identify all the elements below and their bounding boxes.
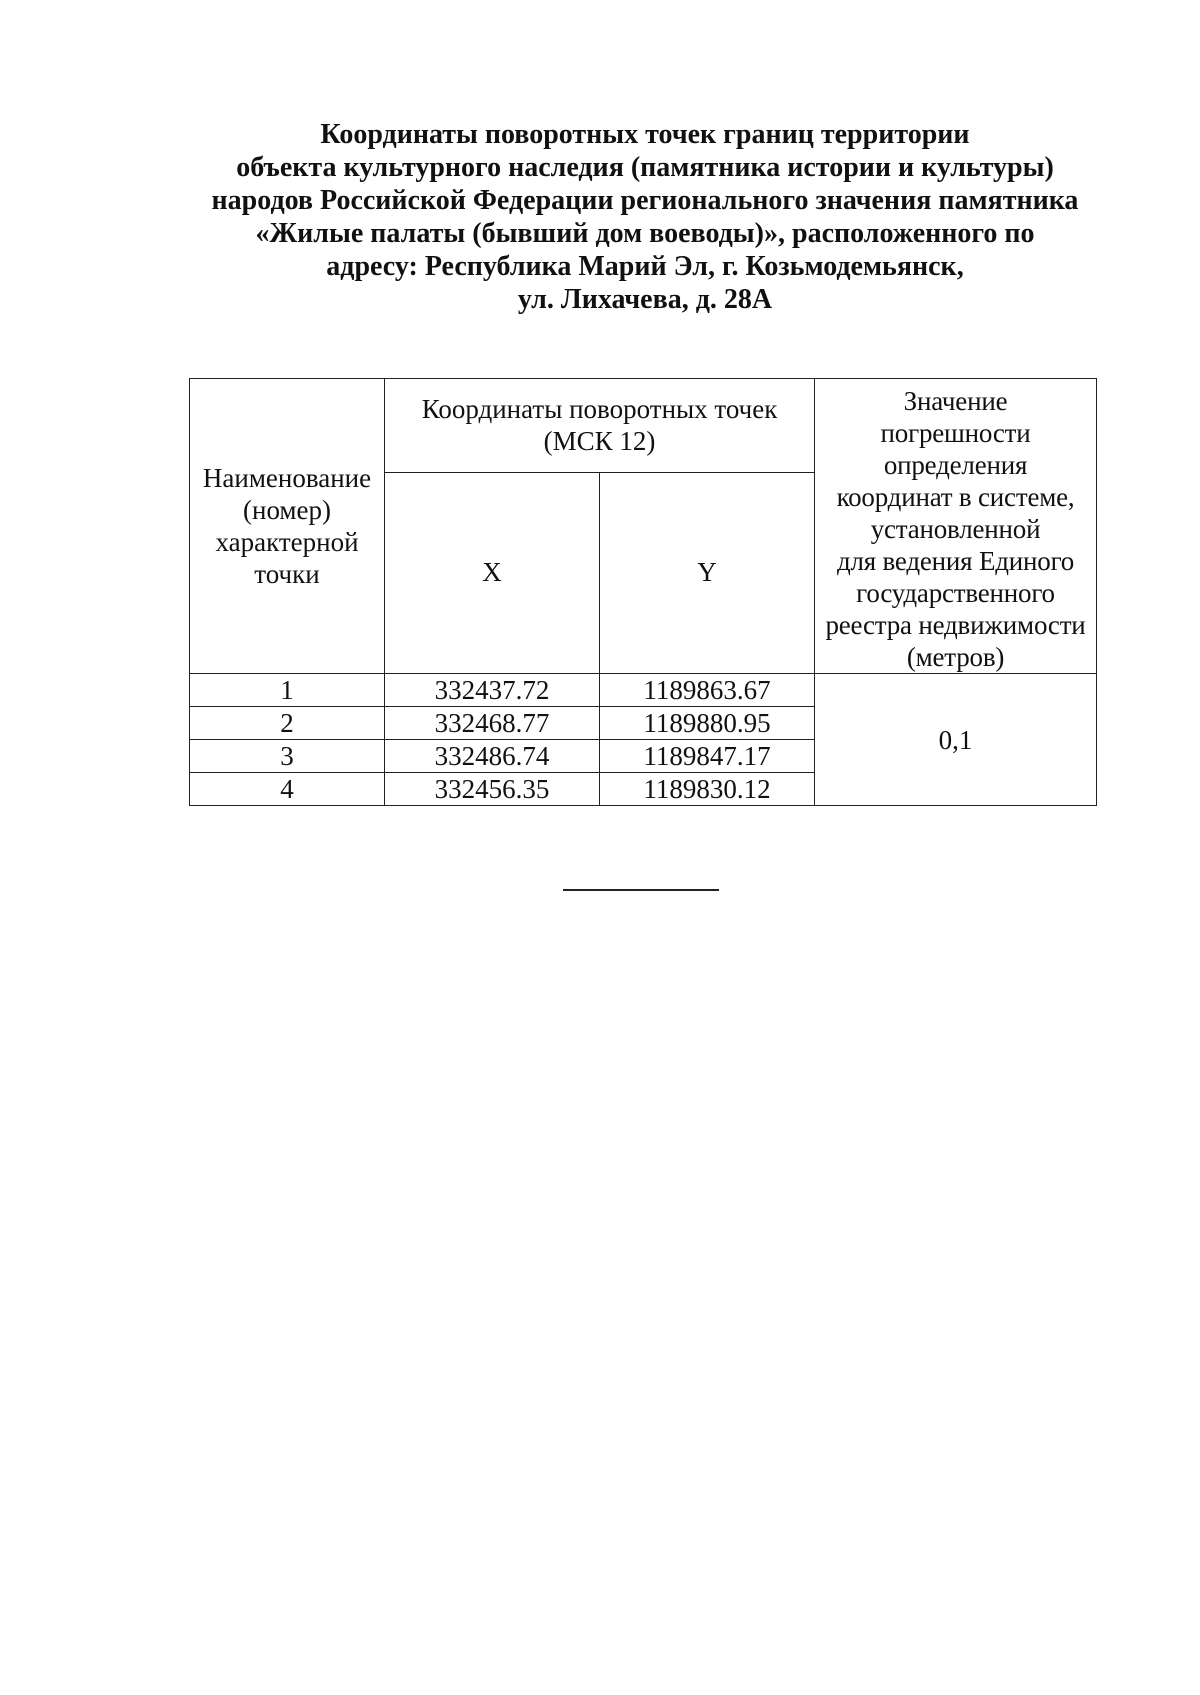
point-x: 332486.74 bbox=[385, 740, 600, 773]
point-x: 332456.35 bbox=[385, 773, 600, 806]
title-line-4: «Жилые палаты (бывший дом воеводы)», расположенного по bbox=[255, 218, 1035, 249]
header-y: Y bbox=[600, 472, 815, 673]
error-value: 0,1 bbox=[815, 674, 1097, 806]
point-number: 1 bbox=[190, 674, 385, 707]
header-coordinates: Координаты поворотных точек (МСК 12) bbox=[385, 379, 815, 473]
point-y: 1189880.95 bbox=[600, 707, 815, 740]
end-divider-line bbox=[563, 889, 719, 891]
document-title bbox=[150, 118, 1140, 316]
coordinates-table bbox=[189, 378, 1097, 806]
header-x: X bbox=[385, 472, 600, 673]
title-line-1: Координаты поворотных точек границ территории bbox=[320, 119, 970, 150]
point-y: 1189863.67 bbox=[600, 674, 815, 707]
title-line-6: ул. Лихачева, д. 28А bbox=[517, 284, 773, 315]
table-row bbox=[190, 674, 1097, 707]
point-x: 332468.77 bbox=[385, 707, 600, 740]
point-number: 4 bbox=[190, 773, 385, 806]
point-number: 2 bbox=[190, 707, 385, 740]
title-line-2: объекта культурного наследия (памятника истории и культуры) bbox=[236, 152, 1054, 183]
header-error-value: Значение погрешности определения координат в системе, установленной для ведения Единого государственного реестра недвижимости (метров) bbox=[815, 379, 1097, 674]
point-y: 1189847.17 bbox=[600, 740, 815, 773]
table-header-row-1 bbox=[190, 379, 1097, 473]
point-y: 1189830.12 bbox=[600, 773, 815, 806]
header-point-name: Наименование (номер) характерной точки bbox=[190, 379, 385, 674]
point-number: 3 bbox=[190, 740, 385, 773]
point-x: 332437.72 bbox=[385, 674, 600, 707]
title-line-3: народов Российской Федерации регионального значения памятника bbox=[211, 185, 1079, 216]
title-line-5: адресу: Республика Марий Эл, г. Козьмодемьянск, bbox=[326, 251, 964, 282]
